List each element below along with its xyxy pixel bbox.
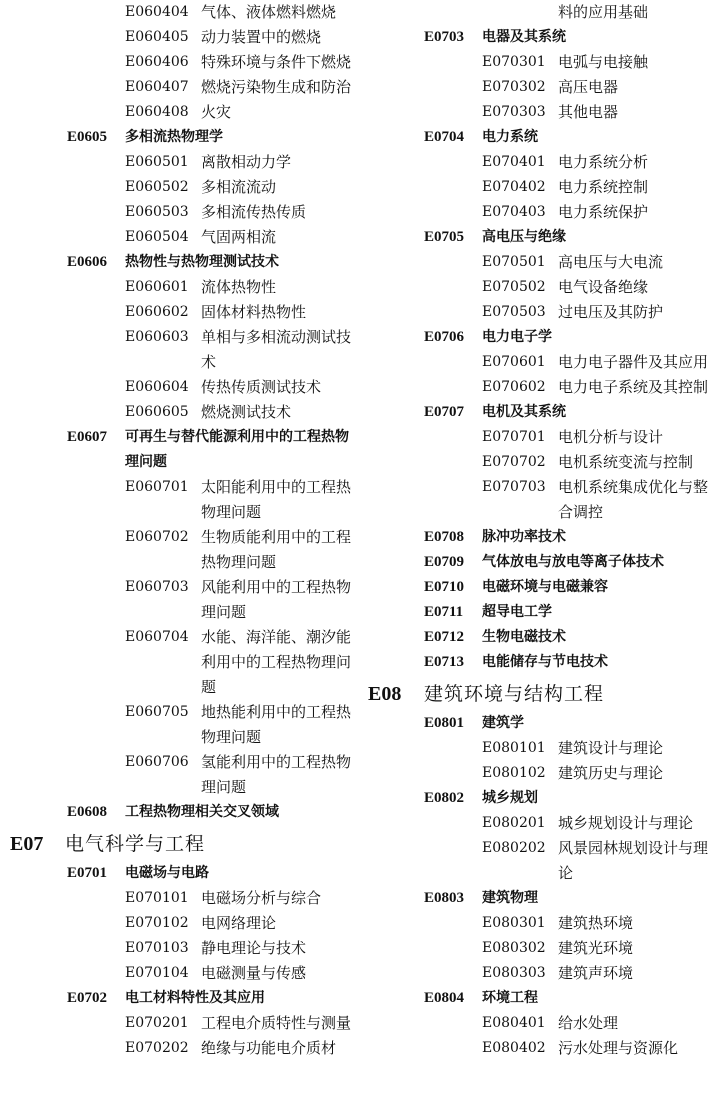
subcategory-title: 燃烧测试技术 [201, 403, 292, 421]
subcategory-entry [0, 525, 362, 575]
category-code: E0708 [424, 529, 465, 545]
subcategory-code: E060701 [125, 479, 189, 495]
subcategory-title: 电力电子系统及其控制 [558, 378, 709, 396]
subcategory-entry [368, 100, 720, 125]
subcategory-entry [368, 425, 720, 450]
subcategory-title: 电力系统保护 [558, 203, 649, 221]
subcategory-entry [0, 100, 362, 125]
subcategory-entry [368, 350, 720, 375]
subcategory-code: E070104 [125, 965, 189, 981]
discipline-entry [0, 829, 362, 859]
category-code: E0711 [424, 604, 464, 620]
category-title: 电机及其系统 [482, 404, 566, 420]
subcategory-entry [368, 75, 720, 100]
subcategory-entry [368, 300, 720, 325]
category-title: 热物性与热物理测试技术 [125, 254, 279, 270]
subcategory-title: 建筑设计与理论 [558, 739, 664, 757]
subcategory-code: E070403 [482, 204, 546, 220]
subcategory-code: E060406 [125, 54, 189, 70]
subcategory-title: 电气设备绝缘 [558, 278, 649, 296]
subcategory-entry [0, 150, 362, 175]
category-title: 电力电子学 [482, 329, 552, 345]
category-entry [368, 125, 720, 150]
subcategory-code: E080402 [482, 1040, 546, 1056]
subcategory-code: E070501 [482, 254, 546, 270]
category-entry [368, 25, 720, 50]
subcategory-code: E060601 [125, 279, 189, 295]
category-entry [0, 861, 362, 886]
subcategory-code: E060702 [125, 529, 189, 545]
subcategory-title: 风景园林规划设计与理论 [558, 839, 709, 882]
subcategory-title: 电力系统分析 [558, 153, 649, 171]
subcategory-code: E070502 [482, 279, 546, 295]
category-title: 城乡规划 [482, 790, 538, 806]
subcategory-entry [368, 250, 720, 275]
category-code: E0606 [67, 254, 108, 270]
subcategory-entry [0, 200, 362, 225]
continuation-text: 料的应用基础 [558, 3, 649, 21]
subcategory-title: 建筑光环境 [558, 939, 634, 957]
subcategory-code: E070302 [482, 79, 546, 95]
subcategory-title: 城乡规划设计与理论 [558, 814, 694, 832]
category-code: E0701 [67, 865, 108, 881]
subcategory-code: E070602 [482, 379, 546, 395]
subcategory-title: 高压电器 [558, 78, 619, 96]
subcategory-code: E080303 [482, 965, 546, 981]
category-entry [368, 886, 720, 911]
subcategory-title: 多相流传热传质 [201, 203, 307, 221]
category-title: 电力系统 [482, 129, 538, 145]
subcategory-entry [368, 175, 720, 200]
subcategory-title: 电力系统控制 [558, 178, 649, 196]
category-title: 建筑学 [482, 715, 524, 731]
category-entry [0, 250, 362, 275]
category-code: E0702 [67, 990, 108, 1006]
subcategory-code: E070101 [125, 890, 189, 906]
subcategory-entry [368, 200, 720, 225]
right-column [368, 0, 720, 1061]
subcategory-title: 建筑声环境 [558, 964, 634, 982]
subcategory-title: 生物质能利用中的工程热物理问题 [201, 528, 352, 571]
subcategory-entry [368, 911, 720, 936]
category-title: 电磁环境与电磁兼容 [482, 579, 608, 595]
category-entry [368, 786, 720, 811]
subcategory-code: E080401 [482, 1015, 546, 1031]
category-entry [368, 550, 720, 575]
subcategory-entry [368, 375, 720, 400]
discipline-title: 建筑环境与结构工程 [424, 683, 605, 705]
category-code: E0803 [424, 890, 465, 906]
category-entry [368, 325, 720, 350]
subcategory-title: 太阳能利用中的工程热物理问题 [201, 478, 352, 521]
subcategory-title: 固体材料热物性 [201, 303, 307, 321]
subcategory-title: 地热能利用中的工程热物理问题 [201, 703, 352, 746]
subcategory-entry [0, 0, 362, 25]
category-code: E0703 [424, 29, 465, 45]
subcategory-entry [368, 150, 720, 175]
subcategory-entry [0, 936, 362, 961]
subcategory-entry [368, 836, 720, 886]
subcategory-code: E060404 [125, 4, 189, 20]
category-title: 工程热物理相关交叉领域 [125, 804, 279, 820]
subcategory-entry [0, 700, 362, 750]
category-code: E0608 [67, 804, 108, 820]
subcategory-title: 单相与多相流动测试技术 [201, 328, 352, 371]
subcategory-code: E070202 [125, 1040, 189, 1056]
category-code: E0802 [424, 790, 465, 806]
subcategory-entry [368, 275, 720, 300]
subcategory-code: E060704 [125, 629, 189, 645]
subcategory-code: E060604 [125, 379, 189, 395]
subcategory-title: 燃烧污染物生成和防治 [201, 78, 352, 96]
subcategory-entry [0, 575, 362, 625]
subcategory-entry [368, 50, 720, 75]
category-entry [0, 425, 362, 475]
subcategory-entry [0, 1011, 362, 1036]
category-code: E0804 [424, 990, 465, 1006]
subcategory-code: E080302 [482, 940, 546, 956]
subcategory-title: 建筑历史与理论 [558, 764, 664, 782]
subcategory-entry [368, 450, 720, 475]
category-entry [0, 800, 362, 825]
category-entry [368, 525, 720, 550]
category-entry [368, 650, 720, 675]
subcategory-entry [0, 325, 362, 375]
category-code: E0607 [67, 429, 108, 445]
subcategory-title: 过电压及其防护 [558, 303, 664, 321]
category-entry [368, 225, 720, 250]
subcategory-entry [0, 750, 362, 800]
subcategory-title: 污水处理与资源化 [558, 1039, 679, 1057]
category-code: E0712 [424, 629, 465, 645]
category-entry [368, 625, 720, 650]
subcategory-code: E080101 [482, 740, 546, 756]
category-entry [368, 575, 720, 600]
category-entry [368, 986, 720, 1011]
subcategory-code: E070303 [482, 104, 546, 120]
subcategory-code: E080102 [482, 765, 546, 781]
subcategory-code: E070703 [482, 479, 546, 495]
subcategory-entry [0, 625, 362, 700]
subcategory-entry [368, 936, 720, 961]
subcategory-code: E070402 [482, 179, 546, 195]
subcategory-entry [368, 961, 720, 986]
subcategory-code: E060504 [125, 229, 189, 245]
subcategory-entry [368, 811, 720, 836]
subcategory-title: 建筑热环境 [558, 914, 634, 932]
subcategory-code: E070701 [482, 429, 546, 445]
category-title: 电磁场与电路 [125, 865, 209, 881]
category-entry [0, 125, 362, 150]
subcategory-title: 特殊环境与条件下燃烧 [201, 53, 352, 71]
left-column [0, 0, 362, 1061]
category-code: E0605 [67, 129, 108, 145]
category-title: 生物电磁技术 [482, 629, 566, 645]
subcategory-title: 电弧与电接触 [558, 53, 649, 71]
category-code: E0707 [424, 404, 465, 420]
subcategory-title: 火灾 [201, 103, 232, 121]
category-code: E0713 [424, 654, 465, 670]
subcategory-code: E060703 [125, 579, 189, 595]
subcategory-code: E070401 [482, 154, 546, 170]
subcategory-code: E060706 [125, 754, 189, 770]
category-title: 多相流热物理学 [125, 129, 223, 145]
subcategory-code: E070103 [125, 940, 189, 956]
category-title: 高电压与绝缘 [482, 229, 566, 245]
subcategory-entry [368, 736, 720, 761]
subcategory-title: 电机系统变流与控制 [558, 453, 694, 471]
subcategory-code: E060602 [125, 304, 189, 320]
subcategory-code: E060603 [125, 329, 189, 345]
subcategory-title: 风能利用中的工程热物理问题 [201, 578, 352, 621]
category-title: 环境工程 [482, 990, 538, 1006]
subcategory-code: E060502 [125, 179, 189, 195]
subcategory-title: 高电压与大电流 [558, 253, 664, 271]
subcategory-code: E080301 [482, 915, 546, 931]
subcategory-entry [0, 25, 362, 50]
subcategory-code: E060408 [125, 104, 189, 120]
subcategory-code: E070601 [482, 354, 546, 370]
continuation-line [368, 0, 720, 25]
subcategory-code: E060407 [125, 79, 189, 95]
subcategory-entry [0, 50, 362, 75]
subcategory-code: E070201 [125, 1015, 189, 1031]
subcategory-code: E060501 [125, 154, 189, 170]
subcategory-title: 静电理论与技术 [201, 939, 307, 957]
subcategory-code: E060705 [125, 704, 189, 720]
subcategory-code: E070702 [482, 454, 546, 470]
discipline-code: E07 [10, 833, 44, 855]
subcategory-title: 工程电介质特性与测量 [201, 1014, 352, 1032]
category-entry [368, 400, 720, 425]
category-title: 气体放电与放电等离子体技术 [482, 554, 664, 570]
subcategory-code: E070301 [482, 54, 546, 70]
subcategory-title: 水能、海洋能、潮汐能利用中的工程热物理问题 [201, 628, 352, 696]
discipline-title: 电气科学与工程 [65, 833, 206, 855]
subcategory-entry [0, 886, 362, 911]
subcategory-title: 电力电子器件及其应用 [558, 353, 709, 371]
subcategory-title: 动力装置中的燃烧 [201, 28, 322, 46]
category-code: E0705 [424, 229, 465, 245]
category-title: 电器及其系统 [482, 29, 566, 45]
subcategory-title: 离散相动力学 [201, 153, 292, 171]
subcategory-title: 传热传质测试技术 [201, 378, 322, 396]
category-code: E0710 [424, 579, 465, 595]
subcategory-title: 给水处理 [558, 1014, 619, 1032]
subcategory-code: E080202 [482, 840, 546, 856]
category-title: 超导电工学 [482, 604, 552, 620]
category-title: 建筑物理 [482, 890, 538, 906]
subcategory-entry [368, 1011, 720, 1036]
subcategory-entry [0, 300, 362, 325]
subcategory-code: E070102 [125, 915, 189, 931]
subcategory-code: E060405 [125, 29, 189, 45]
subcategory-entry [368, 1036, 720, 1061]
subcategory-entry [0, 375, 362, 400]
category-code: E0801 [424, 715, 465, 731]
subcategory-entry [0, 225, 362, 250]
subcategory-code: E070503 [482, 304, 546, 320]
category-entry [368, 600, 720, 625]
category-entry [0, 986, 362, 1011]
subcategory-title: 流体热物性 [201, 278, 277, 296]
subcategory-code: E060605 [125, 404, 189, 420]
subcategory-title: 气固两相流 [201, 228, 277, 246]
category-title: 电工材料特性及其应用 [125, 990, 265, 1006]
subcategory-entry [0, 75, 362, 100]
subcategory-title: 电磁场分析与综合 [201, 889, 322, 907]
subcategory-entry [0, 175, 362, 200]
subcategory-title: 电机分析与设计 [558, 428, 664, 446]
subcategory-entry [0, 911, 362, 936]
subcategory-title: 电网络理论 [201, 914, 277, 932]
subcategory-title: 电机系统集成优化与整合调控 [558, 478, 709, 521]
category-code: E0704 [424, 129, 465, 145]
subcategory-entry [0, 400, 362, 425]
category-title: 电能储存与节电技术 [482, 654, 608, 670]
subcategory-title: 气体、液体燃料燃烧 [201, 3, 337, 21]
subcategory-entry [0, 1036, 362, 1061]
subcategory-title: 其他电器 [558, 103, 619, 121]
subcategory-title: 电磁测量与传感 [201, 964, 307, 982]
subcategory-entry [368, 475, 720, 525]
subcategory-code: E060503 [125, 204, 189, 220]
discipline-code: E08 [368, 683, 402, 705]
subcategory-entry [368, 761, 720, 786]
subcategory-code: E080201 [482, 815, 546, 831]
category-code: E0709 [424, 554, 465, 570]
category-entry [368, 711, 720, 736]
subcategory-title: 氢能利用中的工程热物理问题 [201, 753, 352, 796]
subcategory-entry [0, 275, 362, 300]
subcategory-title: 绝缘与功能电介质材 [201, 1039, 337, 1057]
subcategory-entry [0, 475, 362, 525]
category-title: 可再生与替代能源利用中的工程热物理问题 [125, 429, 349, 470]
subcategory-entry [0, 961, 362, 986]
category-code: E0706 [424, 329, 465, 345]
category-title: 脉冲功率技术 [482, 529, 566, 545]
discipline-entry [368, 679, 720, 709]
subcategory-title: 多相流流动 [201, 178, 277, 196]
